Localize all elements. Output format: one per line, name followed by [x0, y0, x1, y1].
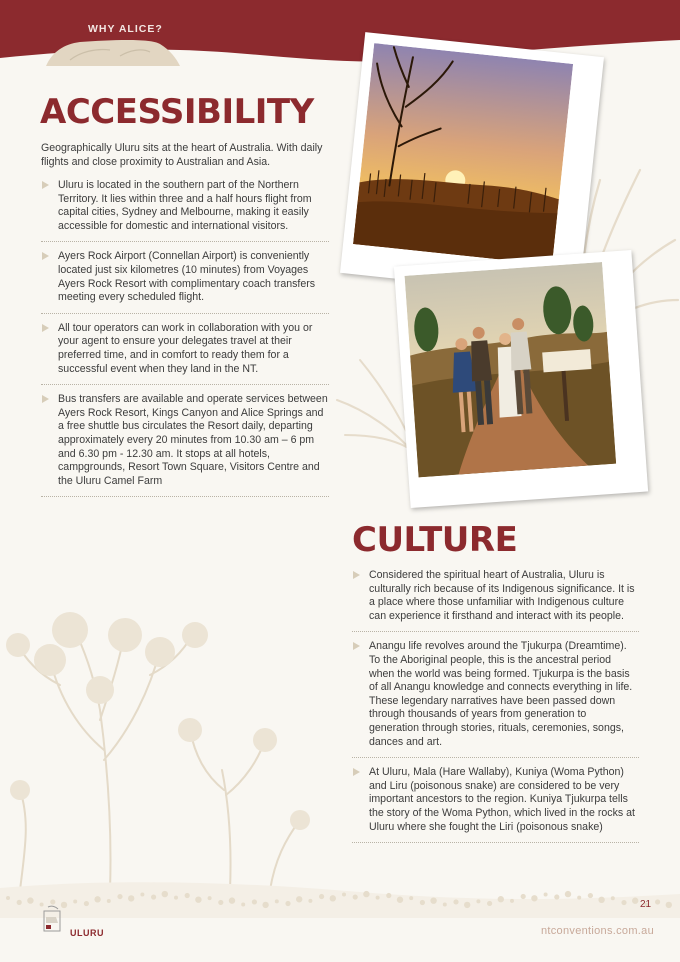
footer-dot	[397, 897, 403, 903]
bullet-text: All tour operators can work in collaboration with you or your agent to ensure your delegates travel at their preferred time, and in comfort to ready them for a successful event when they land in the NT.	[58, 321, 313, 375]
footer-dot	[544, 892, 548, 896]
footer-dot	[565, 891, 571, 897]
list-item	[41, 178, 329, 242]
footer-dot	[27, 897, 33, 903]
footer-dot	[117, 894, 122, 899]
bullet-text: Ayers Rock Airport (Connellan Airport) is conveniently located just six kilometres (10 minutes) from Voyages Ayers Rock Resort with complimentary coach transfers meeting every scheduled flight.	[58, 250, 316, 304]
footer-dot	[107, 899, 111, 903]
tree-illustration	[0, 590, 320, 890]
culture-heading: CULTURE	[352, 520, 518, 560]
footer-dot	[353, 894, 358, 899]
footer-dot	[464, 902, 470, 908]
footer-dot	[409, 896, 413, 900]
list-item	[41, 321, 329, 385]
list-item	[352, 568, 639, 632]
footer-dot	[162, 891, 168, 897]
footer-dot	[50, 899, 55, 904]
footer-dot	[342, 892, 346, 896]
footer-dot	[151, 894, 156, 899]
footer-dot	[588, 893, 593, 898]
footer-dot	[363, 891, 369, 897]
footer-dot	[443, 903, 447, 907]
footer-dot	[330, 895, 336, 901]
footer-dot	[632, 898, 638, 904]
footer-dot	[84, 901, 89, 906]
bullet-text: Uluru is located in the southern part of the Northern Territory. It lies within three and a half hours flight from capital cities, Sydney and Melbourne, making it easily accessible for domestic and international visitors.	[58, 179, 312, 232]
guests-walking-photo	[394, 250, 648, 508]
footer-dot	[94, 896, 100, 902]
footer-dot	[241, 903, 245, 907]
footer-dot	[554, 894, 559, 899]
arrow-icon	[353, 571, 360, 579]
list-item	[41, 249, 329, 313]
footer-dot	[487, 901, 492, 906]
uluru-logo-icon	[42, 905, 64, 933]
footer-dot	[611, 896, 615, 900]
footer-dot	[319, 894, 324, 899]
footer-dot	[275, 899, 279, 903]
footer-dot	[195, 896, 201, 902]
footer-dot	[252, 899, 257, 904]
footer-dot	[521, 894, 526, 899]
culture-list	[352, 568, 639, 850]
footer-dot	[666, 902, 672, 908]
footer-dot	[208, 896, 212, 900]
footer-dot	[476, 899, 480, 903]
list-item	[352, 639, 639, 758]
bullet-text: Bus transfers are available and operate services between Ayers Rock Resort, Kings Canyon and Alice Springs and a free shuttle bus circulates the Resort daily, departing approximately every 20 minutes from 10.30 am – 6 pm and 6.30 pm - 12.30 am. It stops at all hotels, campgrounds, Resort Town Square, Visitors Centre and the Uluru Camel Farm	[58, 393, 328, 487]
footer-dot	[308, 899, 312, 903]
footer-dot	[140, 893, 144, 897]
arrow-icon	[42, 252, 49, 260]
footer-dot	[73, 899, 77, 903]
accessibility-heading: ACCESSIBILITY	[40, 92, 314, 132]
bullet-text: At Uluru, Mala (Hare Wallaby), Kuniya (Woma Python) and Liru (poisonous snake) are considered to be very important ancestors to the region. Kuniya Tjukurpa tells the story of the Woma Python, which lived in the rocks at Uluru where she fought the Liri (poisonous snake)	[369, 766, 635, 833]
arrow-icon	[42, 181, 49, 189]
footer-dot	[453, 899, 458, 904]
footer-dot	[531, 895, 537, 901]
accessibility-list	[41, 178, 329, 504]
accessibility-intro: Geographically Uluru sits at the heart of Australia. With daily flights and close proximity to Australian and Asia.	[41, 142, 323, 168]
footer-dot	[420, 900, 425, 905]
arrow-icon	[353, 642, 360, 650]
footer-dot	[229, 897, 235, 903]
footer-dot	[655, 899, 660, 904]
footer-dot	[6, 896, 10, 900]
arrow-icon	[353, 768, 360, 776]
list-item	[41, 392, 329, 497]
footer-dot	[598, 897, 604, 903]
footer-dot	[128, 895, 134, 901]
bullet-text: Considered the spiritual heart of Australia, Uluru is culturally rich because of its Indigenous significance. It is a place where those unfamiliar with Indigenous culture can experience it firsthand and interact with its people.	[369, 569, 635, 622]
footer-dot	[376, 896, 380, 900]
footer-dot	[498, 896, 504, 902]
footer-dot	[577, 896, 581, 900]
footer-dot	[262, 902, 268, 908]
footer-dot	[296, 896, 302, 902]
section-label: WHY ALICE?	[88, 23, 163, 35]
website-link[interactable]: ntconventions.com.au	[540, 925, 654, 937]
page-number: 21	[640, 899, 652, 910]
arrow-icon	[42, 395, 49, 403]
bullet-text: Anangu life revolves around the Tjukurpa (Dreamtime). To the Aboriginal people, this is the ancestral period when the world was being formed. Tjukurpa is the basis of all Anangu knowledge and connects everything in life. These legendary narratives have been passed down through thousands of years from generation to generation through stories, rituals, ceremonies, songs, dances and art.	[369, 640, 633, 748]
footer-dot	[218, 900, 223, 905]
footer-dot	[621, 900, 626, 905]
footer-dot-band	[0, 878, 680, 918]
arrow-icon	[42, 324, 49, 332]
footer-dot	[285, 901, 290, 906]
footer-dot	[510, 899, 514, 903]
footer-dot	[386, 893, 391, 898]
location-label: ULURU	[70, 928, 104, 938]
list-item	[352, 765, 639, 843]
footer-dot	[174, 896, 178, 900]
footer-dot	[17, 900, 22, 905]
footer-dot	[430, 897, 436, 903]
footer-dot	[185, 893, 190, 898]
